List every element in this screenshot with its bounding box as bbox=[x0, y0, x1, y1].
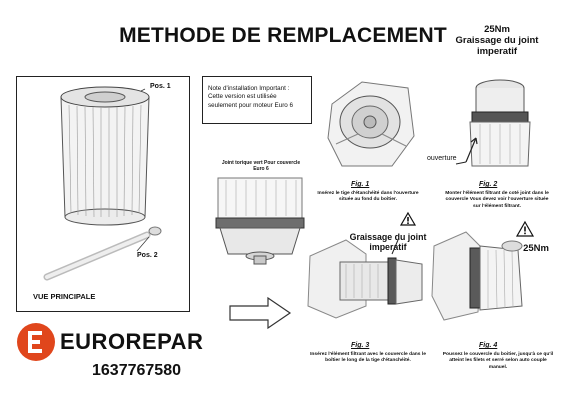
main-view-caption: VUE PRINCIPALE bbox=[33, 292, 96, 301]
brand-name: EUROREPAR bbox=[60, 329, 204, 354]
warning-icon bbox=[400, 212, 416, 226]
eurorepar-logo-icon bbox=[16, 322, 56, 362]
arrow-right-icon bbox=[228, 296, 292, 330]
pos1-label: Pos. 1 bbox=[150, 83, 171, 90]
engine-housing-illustration bbox=[322, 74, 418, 176]
page-title: METHODE DE REMPLACEMENT bbox=[119, 24, 447, 47]
fig2-caption: Monter l'élément filtrant de coté joint dans le couvercle Vous devez voir l'ouverture située sur l'élément filtrant. bbox=[445, 191, 549, 209]
fig3-overlay: Graissage du joint imperatif bbox=[349, 232, 427, 252]
cover-illustration bbox=[212, 176, 312, 272]
torque-heading bbox=[442, 24, 552, 57]
filter-opening-illustration bbox=[452, 78, 532, 174]
opening-label: ouverture bbox=[427, 155, 457, 162]
grease-heading: Graissage du joint imperatif bbox=[455, 35, 539, 57]
fig3-label: Fig. 3 bbox=[351, 342, 370, 349]
reference-number: 1637767580 bbox=[92, 362, 181, 379]
fig4-label: Fig. 4 bbox=[479, 342, 498, 349]
fig4-illustration bbox=[432, 226, 550, 326]
joint-label: Joint torique vert Pour couvercle Euro 6 bbox=[221, 160, 301, 172]
installation-note: Note d'installation Important : Cette version est utilisée seulement pour moteur Euro 6 bbox=[202, 76, 312, 124]
torque-value: 25Nm bbox=[484, 24, 510, 35]
filter-illustration bbox=[17, 77, 189, 311]
fig4-caption: Poussez le couvercle du boitier, jusqu'à ce qu'il atteint les filets et serré selon auto couple manuel. bbox=[442, 352, 554, 370]
fig1-caption: Insérez le tige d'étanchéité dans l'ouverture située au fond du boîtier. bbox=[317, 191, 419, 203]
fig3-caption: Insérez l'élément filtrant avec le couvercle dans le boîtier le long de la tige d'étanchéité. bbox=[310, 352, 426, 364]
fig4-overlay: 25Nm bbox=[523, 243, 549, 254]
main-view-frame bbox=[16, 76, 190, 312]
fig2-label: Fig. 2 bbox=[479, 181, 498, 188]
pos2-label: Pos. 2 bbox=[137, 252, 158, 259]
fig1-label: Fig. 1 bbox=[351, 181, 370, 188]
